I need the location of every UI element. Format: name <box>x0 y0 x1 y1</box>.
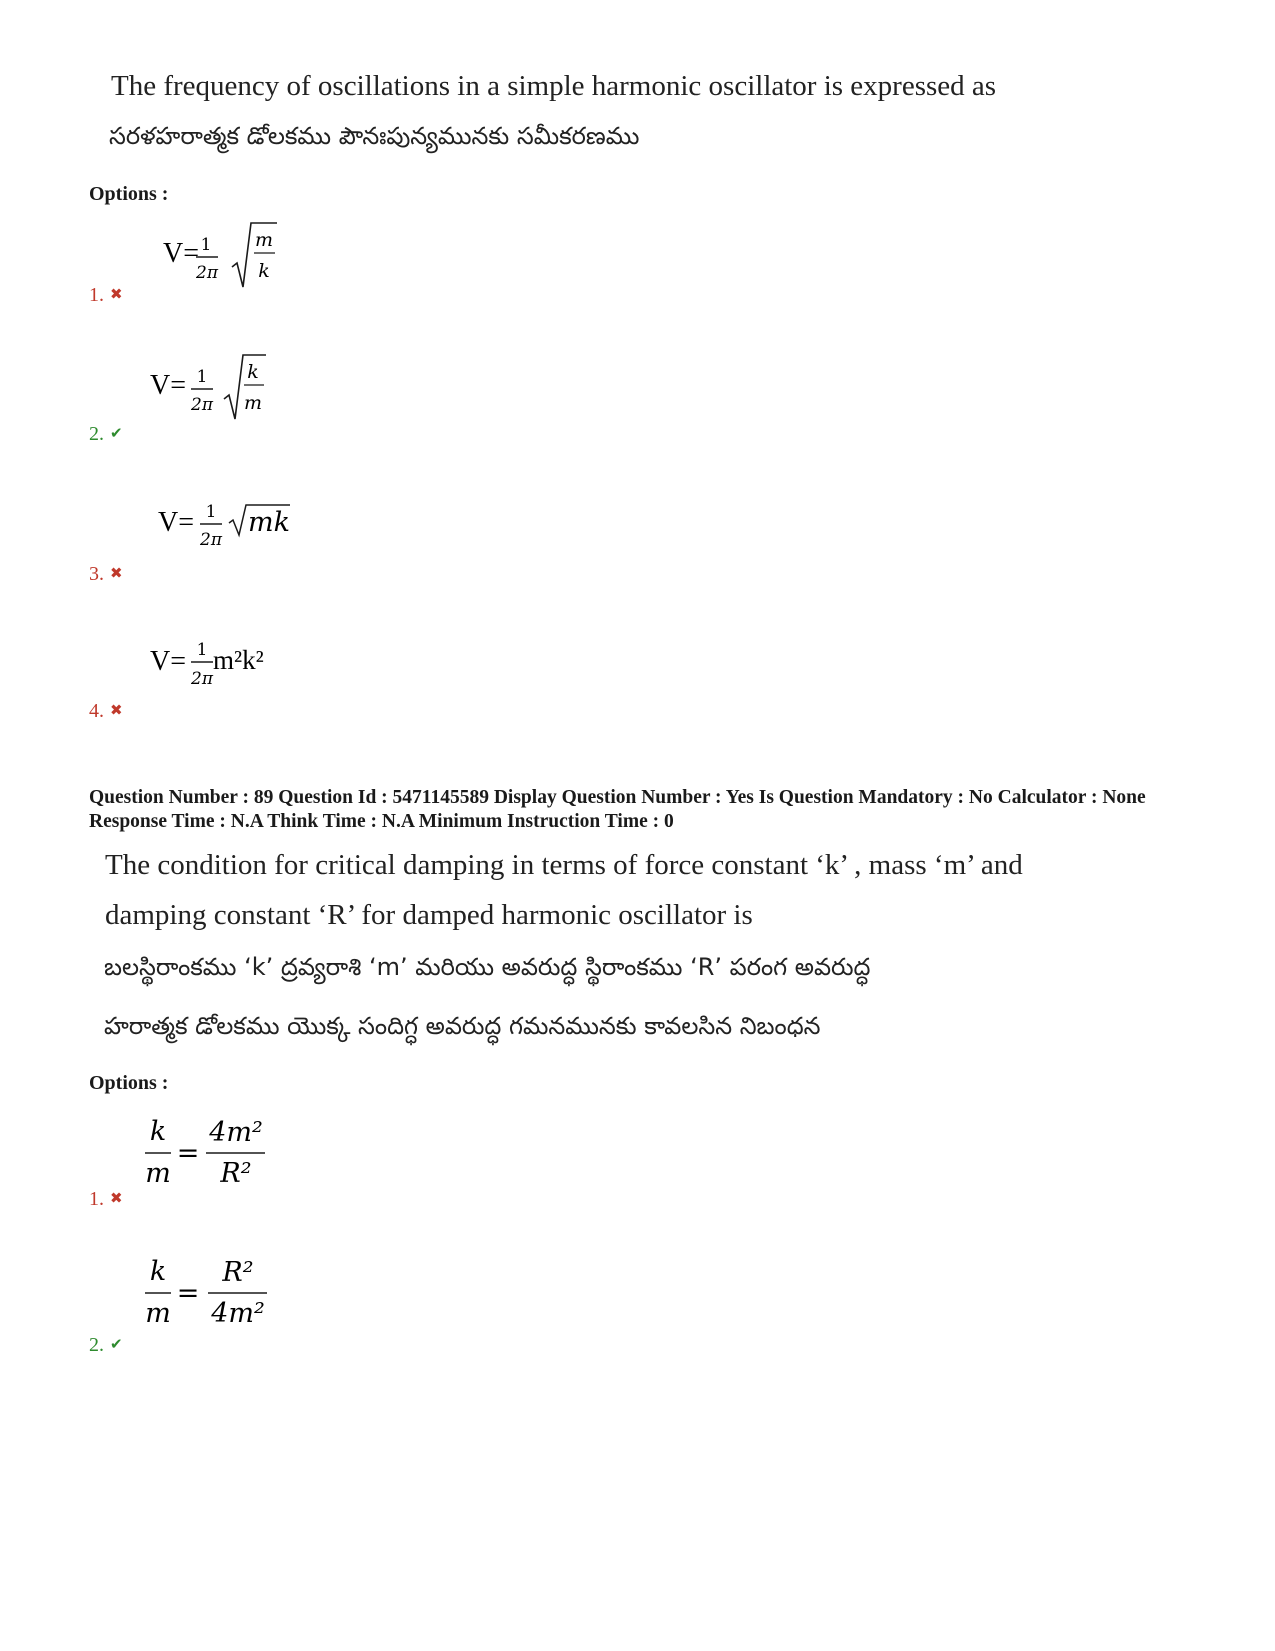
formula-v: V= <box>150 646 187 677</box>
check-icon: ✔ <box>110 426 123 442</box>
option-number: 2. <box>89 423 104 445</box>
formula-denominator: 2π <box>200 530 222 550</box>
option-number: 3. <box>89 563 104 585</box>
question-text-english: The frequency of oscillations in a simple harmonic oscillator is expressed as <box>111 70 997 102</box>
option-1[interactable] <box>89 284 123 307</box>
cross-icon: ✖ <box>110 566 123 582</box>
option-2[interactable] <box>89 423 123 446</box>
formula-lhs-den: m <box>145 1158 171 1189</box>
formula-denominator: 2π <box>191 669 213 689</box>
option-number: 2. <box>89 1334 104 1356</box>
formula-body: m²k² <box>213 645 264 675</box>
formula-denominator: 2π <box>191 395 213 415</box>
cross-icon: ✖ <box>110 1191 123 1207</box>
cross-icon: ✖ <box>110 703 123 719</box>
formula-sqrt-den: k <box>258 260 270 282</box>
formula-v: V= <box>158 507 195 538</box>
question-text-telugu-line-1: బలస్థిరాంకము ‘k’ ద్రవ్యరాశి ‘m’ మరియు అవరుద్ధ స్థిరాంకము ‘R’ పరంగ అవరుద్ధ <box>104 953 871 981</box>
formula-lhs-num: k <box>149 1116 167 1147</box>
option-3-formula <box>150 493 310 555</box>
option-3[interactable] <box>89 563 123 586</box>
formula-sqrt-body: mk <box>248 507 290 538</box>
formula-numerator: 1 <box>196 367 208 387</box>
question-text-english-line-2: damping constant ‘R’ for damped harmonic oscillator is <box>105 899 753 931</box>
formula-sqrt-num: m <box>254 229 274 251</box>
formula-numerator: 1 <box>205 502 217 522</box>
cross-icon: ✖ <box>110 287 123 303</box>
question-text-telugu: సరళహరాత్మక డోలకము పౌనఃపున్యమునకు సమీకరణము <box>109 122 640 150</box>
check-icon: ✔ <box>110 1337 123 1353</box>
option-1-formula <box>155 215 295 295</box>
formula-lhs-num: k <box>149 1256 167 1287</box>
formula-v: V= <box>150 370 187 401</box>
formula-rhs-num: 4m² <box>209 1117 263 1148</box>
formula-rhs-den: R² <box>220 1158 252 1189</box>
option-2-formula <box>138 1250 278 1330</box>
option-number: 1. <box>89 284 104 306</box>
formula-equals: = <box>176 1138 200 1169</box>
options-label: Options : <box>89 1072 169 1094</box>
formula-equals: = <box>176 1278 200 1309</box>
formula-lhs-den: m <box>145 1298 171 1329</box>
formula-rhs-num: R² <box>222 1257 254 1288</box>
formula-rhs-den: 4m² <box>211 1298 265 1329</box>
formula-sqrt-num: k <box>247 361 259 383</box>
question-text-telugu-line-2: హరాత్మక డోలకము యొక్క సందిగ్ధ అవరుద్ధ గమనమునకు కావలసిన నిబంధన <box>104 1012 821 1040</box>
option-2[interactable] <box>89 1334 123 1357</box>
option-1[interactable] <box>89 1188 123 1211</box>
option-1-formula <box>138 1110 278 1190</box>
question-text-english-line-1: The condition for critical damping in terms of force constant ‘k’ , mass ‘m’ and <box>105 849 1023 881</box>
options-label: Options : <box>89 183 169 205</box>
question-metadata: Question Number : 89 Question Id : 5471145589 Display Question Number : Yes Is Question Mandatory : No Calculator : None Response Time : N.A Think Time : N.A Minimum Instruction Time : 0 <box>89 787 1146 832</box>
formula-numerator: 1 <box>200 235 212 255</box>
option-4[interactable] <box>89 700 123 723</box>
formula-numerator: 1 <box>196 640 208 660</box>
option-number: 1. <box>89 1188 104 1210</box>
formula-sqrt-den: m <box>243 392 263 414</box>
option-2-formula <box>142 347 282 427</box>
formula-denominator: 2π <box>196 263 218 283</box>
option-number: 4. <box>89 700 104 722</box>
option-4-formula <box>142 633 292 695</box>
formula-v: V= <box>163 238 200 269</box>
